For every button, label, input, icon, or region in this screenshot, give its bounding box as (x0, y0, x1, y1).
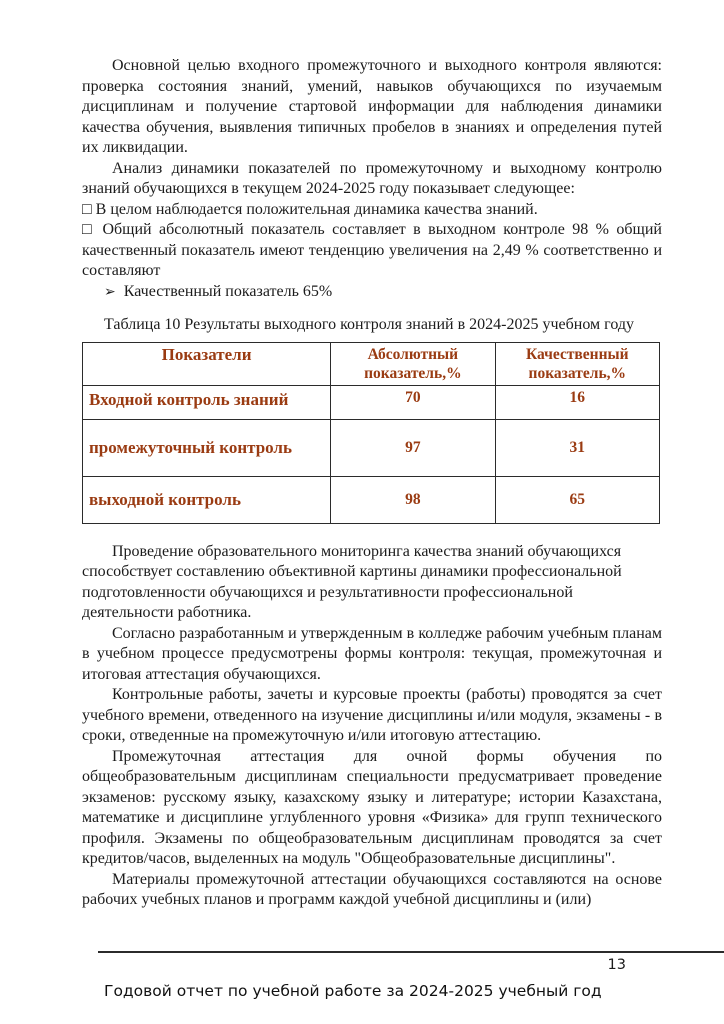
footer-title: Годовой отчет по учебной работе за 2024-2025 учебный год (104, 982, 602, 1000)
list-item-text: Качественный показатель 65% (123, 282, 333, 300)
square-bullet-icon: □ (82, 221, 103, 238)
table-header-row (83, 342, 660, 385)
paragraph-monitoring: Проведение образовательного мониторинга качества знаний обучающихся способствует составлению объективной картины динамики профессиональной подготовленности обучающихся и результативности профессиональной деятельности работника. (82, 542, 622, 621)
row-label: выходной контроль (83, 476, 331, 523)
paragraph-attestation-materials: Материалы промежуточной аттестации обучающихся составляются на основе рабочих учебных планов и программ каждой учебной дисциплины и (или) (82, 870, 662, 908)
paragraph-control-forms: Согласно разработанным и утвержденным в колледже рабочим учебным планам в учебном процессе предусмотрены формы контроля: текущая, промежуточная и итоговая аттестация обучающихся. (82, 624, 662, 683)
cell-value: 97 (331, 419, 495, 476)
list-item-text: В целом наблюдается положительная динамика качества знаний. (95, 200, 538, 218)
arrow-bullet-icon: ➢ (104, 284, 116, 300)
paragraph-intermediate-attestation: Промежуточная аттестация для очной формы обучения по общеобразовательным дисциплинам специальности предусматривает проведение экзаменов: русскому языку, казахскому языку и литературе; истории Казахстана, математике и дисциплине углубленного уровня «Физика» для групп технического профиля. Экзамены по общеобразовательным дисциплинам проводятся за счет кредитов/часов, выделенных на модуль "Общеобразовательные дисциплины". (82, 747, 662, 867)
column-header-quality: Качественный показатель,% (495, 342, 659, 385)
page-number: 13 (607, 957, 626, 973)
paragraph-main-goal: Основной целью входного промежуточного и выходного контроля являются: проверка состояния знаний, умений, навыков обучающихся по изучаемым дисциплинам и получение стартовой информации для наблюдения динамики качества обучения, выявления типичных пробелов в знаниях и определения путей их ликвидации. (82, 57, 662, 156)
table-caption: Таблица 10 Результаты выходного контроля знаний в 2024-2025 учебном году (104, 316, 634, 333)
results-table (82, 342, 660, 524)
paragraph-analysis-intro: Анализ динамики показателей по промежуточному и выходному контролю знаний обучающихся в текущем 2024-2025 году показывает следующее: (82, 159, 662, 197)
table-row (83, 385, 660, 419)
footer-divider (98, 951, 724, 953)
list-item-quality-indicator (82, 282, 662, 304)
cell-value: 31 (495, 419, 659, 476)
row-label: промежуточный контроль (83, 419, 331, 476)
paragraph-control-works: Контрольные работы, зачеты и курсовые проекты (работы) проводятся за счет учебного времени, отведенного на изучение дисциплины и/или модуля, экзамены - в сроки, отведенные на промежуточную и/или итоговую аттестацию. (82, 686, 662, 744)
column-header-indicators: Показатели (83, 342, 331, 385)
cell-value: 70 (331, 385, 495, 419)
cell-value: 65 (495, 476, 659, 523)
list-item-dynamics (82, 200, 662, 221)
table-row (83, 419, 660, 476)
cell-value: 98 (331, 476, 495, 523)
list-item-text: Общий абсолютный показатель составляет в выходном контроле 98 % общий качественный показатель имеют тенденцию увеличения на 2,49 % соответственно и составляют (82, 221, 662, 279)
column-header-absolute: Абсолютный показатель,% (331, 342, 495, 385)
square-bullet-icon: □ (82, 200, 96, 218)
table-row (83, 476, 660, 523)
row-label: Входной контроль знаний (83, 385, 331, 419)
cell-value: 16 (495, 385, 659, 419)
list-item-overall-indicator (82, 220, 662, 282)
page-content (82, 56, 662, 911)
